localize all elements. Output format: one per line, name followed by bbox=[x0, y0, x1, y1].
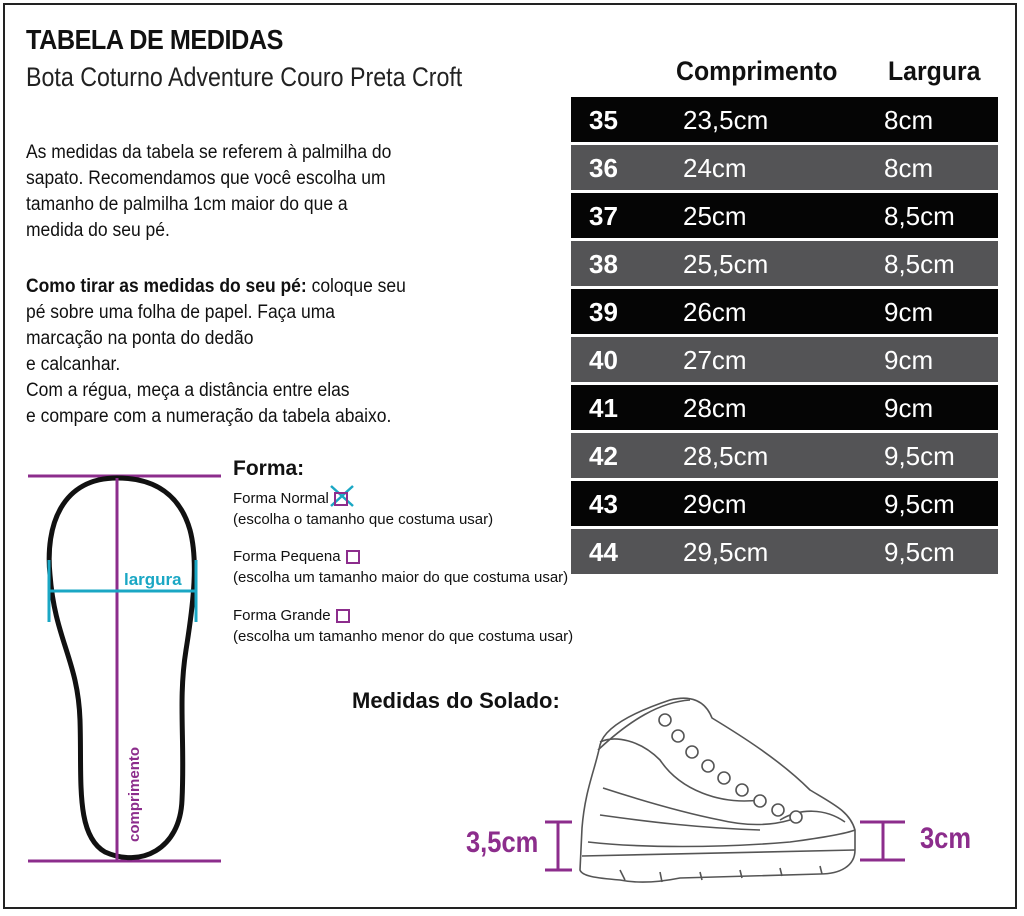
length-cell: 28,5cm bbox=[683, 441, 769, 471]
boot-drawing bbox=[580, 698, 855, 882]
intro-line: medida do seu pé. bbox=[26, 220, 170, 241]
forma-option-label: Forma Pequena bbox=[233, 548, 341, 565]
width-cell: 9cm bbox=[884, 345, 934, 375]
forma-option-note: (escolha um tamanho maior do que costuma usar) bbox=[233, 569, 569, 586]
length-cell: 24cm bbox=[683, 153, 747, 183]
howto-text: coloque seu bbox=[306, 276, 406, 297]
checkbox-checked bbox=[334, 492, 348, 506]
length-cell: 23,5cm bbox=[683, 105, 769, 135]
howto-line: pé sobre uma folha de papel. Faça uma bbox=[26, 302, 336, 323]
size-cell: 41 bbox=[589, 393, 618, 423]
howto-label: Como tirar as medidas do seu pé: bbox=[26, 276, 307, 297]
width-cell: 8cm bbox=[884, 153, 934, 183]
forma-option-large bbox=[233, 606, 350, 625]
width-cell: 8,5cm bbox=[884, 201, 955, 231]
forma-option-small bbox=[233, 547, 360, 566]
header-length: Comprimento bbox=[676, 56, 838, 86]
forma-option-note: (escolha um tamanho menor do que costuma usar) bbox=[233, 628, 574, 645]
width-cell: 9cm bbox=[884, 297, 934, 327]
width-cell: 8,5cm bbox=[884, 249, 955, 279]
length-cell: 28cm bbox=[683, 393, 747, 423]
size-cell: 42 bbox=[589, 441, 618, 471]
forma-option-label: Forma Grande bbox=[233, 607, 331, 624]
width-cell: 8cm bbox=[884, 105, 934, 135]
size-cell: 39 bbox=[589, 297, 618, 327]
width-cell: 9cm bbox=[884, 393, 934, 423]
width-cell: 9,5cm bbox=[884, 441, 955, 471]
page-title: TABELA DE MEDIDAS bbox=[26, 24, 283, 55]
intro-line: tamanho de palmilha 1cm maior do que a bbox=[26, 194, 348, 215]
intro-line: As medidas da tabela se referem à palmilha do bbox=[26, 142, 392, 163]
width-cell: 9,5cm bbox=[884, 489, 955, 519]
front-height-label: 3cm bbox=[920, 822, 972, 855]
length-cell: 25cm bbox=[683, 201, 747, 231]
howto-line: marcação na ponta do dedão bbox=[26, 328, 254, 349]
size-cell: 38 bbox=[589, 249, 618, 279]
size-cell: 37 bbox=[589, 201, 618, 231]
howto-line: e compare com a numeração da tabela abaixo. bbox=[26, 406, 392, 427]
heel-height-bracket bbox=[545, 822, 572, 870]
length-cell: 26cm bbox=[683, 297, 747, 327]
checkbox-empty bbox=[336, 609, 350, 623]
product-subtitle: Bota Coturno Adventure Couro Preta Croft bbox=[26, 62, 463, 92]
size-cell: 44 bbox=[589, 537, 618, 567]
intro-line: sapato. Recomendamos que você escolha um bbox=[26, 168, 386, 189]
insole-outline bbox=[49, 478, 194, 858]
howto-line: Com a régua, meça a distância entre elas bbox=[26, 380, 350, 401]
forma-title: Forma: bbox=[233, 457, 305, 480]
heel-height-label: 3,5cm bbox=[466, 826, 539, 859]
size-cell: 43 bbox=[589, 489, 618, 519]
front-height-bracket bbox=[860, 822, 905, 860]
width-label: largura bbox=[124, 570, 182, 589]
length-cell: 27cm bbox=[683, 345, 747, 375]
forma-option-label: Forma Normal bbox=[233, 490, 329, 507]
length-cell: 25,5cm bbox=[683, 249, 769, 279]
width-cell: 9,5cm bbox=[884, 537, 955, 567]
forma-option-normal bbox=[233, 489, 348, 508]
header-width: Largura bbox=[888, 56, 981, 86]
howto-line: e calcanhar. bbox=[26, 354, 121, 375]
length-cell: 29,5cm bbox=[683, 537, 769, 567]
forma-option-note: (escolha o tamanho que costuma usar) bbox=[233, 511, 494, 528]
length-label: comprimento bbox=[126, 746, 143, 842]
checkbox-empty bbox=[346, 550, 360, 564]
size-cell: 35 bbox=[589, 105, 618, 135]
size-cell: 40 bbox=[589, 345, 618, 375]
length-cell: 29cm bbox=[683, 489, 747, 519]
size-cell: 36 bbox=[589, 153, 618, 183]
sole-title: Medidas do Solado: bbox=[352, 688, 560, 713]
